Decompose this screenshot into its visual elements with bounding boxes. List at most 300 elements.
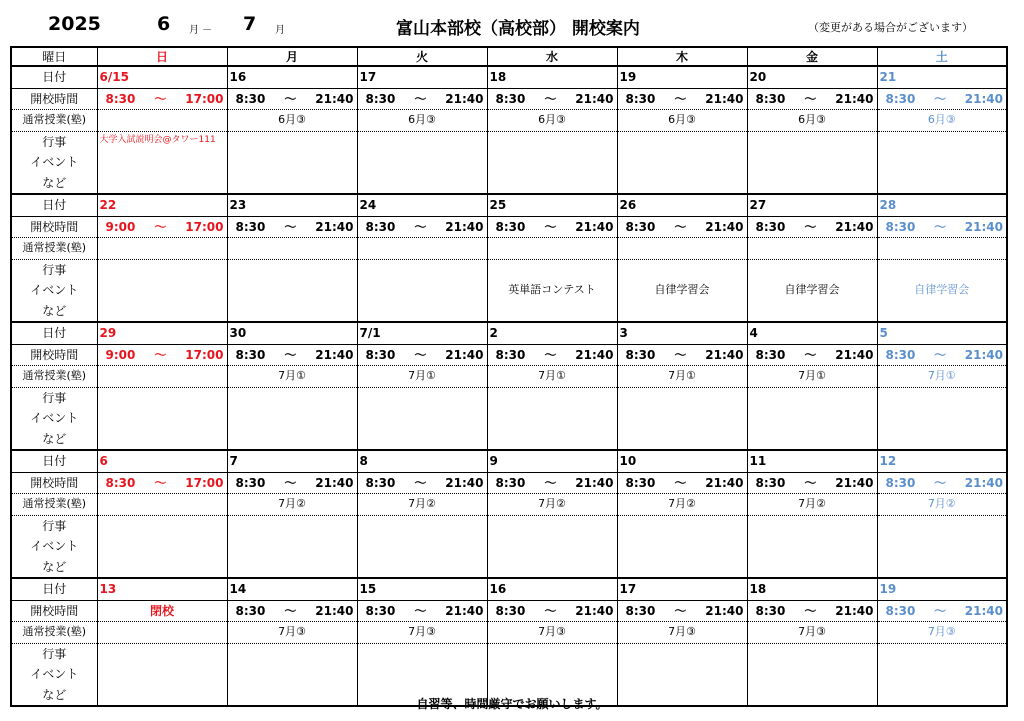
open-time: 8:30 <box>885 475 916 490</box>
label-lesson: 通常授業(塾) <box>11 366 97 388</box>
open-time: 8:30 <box>235 347 266 362</box>
label-event: など <box>11 429 97 451</box>
header-month-start-unit: 月 － <box>189 25 213 36</box>
hours-range <box>620 221 745 233</box>
label-date: 日付 <box>11 322 97 344</box>
tilde-separator: ～ <box>674 91 687 106</box>
date-cell: 17 <box>617 578 747 600</box>
lesson-cell: 6月③ <box>487 110 617 132</box>
hours-cell <box>97 600 227 622</box>
close-time: 21:40 <box>964 603 1003 618</box>
tilde-separator: ～ <box>414 603 427 618</box>
open-time: 8:30 <box>755 347 786 362</box>
open-time: 8:30 <box>235 475 266 490</box>
hours-range <box>490 605 615 617</box>
label-lesson: 通常授業(塾) <box>11 622 97 644</box>
tilde-separator: ～ <box>284 347 297 362</box>
hours-cell <box>487 472 617 494</box>
open-time: 8:30 <box>495 219 526 234</box>
close-time: 17:00 <box>185 347 224 362</box>
hours-cell <box>357 216 487 238</box>
open-time: 8:30 <box>885 91 916 106</box>
close-time: 21:40 <box>705 91 744 106</box>
lesson-cell: 6月③ <box>227 110 357 132</box>
hours-range <box>880 349 1005 361</box>
header-month-end: 7 <box>243 13 257 35</box>
hours-cell <box>227 88 357 110</box>
lesson-cell: 7月② <box>487 494 617 516</box>
event-cell <box>747 515 877 578</box>
lesson-cell: 6月③ <box>747 110 877 132</box>
event-cell: 英単語コンテスト <box>487 259 617 322</box>
event-cell <box>877 131 1007 194</box>
hours-cell <box>357 472 487 494</box>
hours-range <box>100 93 225 105</box>
close-time: 21:40 <box>835 91 874 106</box>
open-time: 8:30 <box>885 347 916 362</box>
open-time: 8:30 <box>365 603 396 618</box>
hours-cell <box>487 216 617 238</box>
date-row <box>11 66 1007 88</box>
label-lesson: 通常授業(塾) <box>11 110 97 132</box>
lesson-cell <box>617 238 747 260</box>
label-date: 日付 <box>11 450 97 472</box>
event-cell <box>357 259 487 322</box>
tilde-separator: ～ <box>544 475 557 490</box>
hours-range <box>880 221 1005 233</box>
lesson-cell: 7月① <box>747 366 877 388</box>
hours-cell <box>747 344 877 366</box>
hours-cell <box>97 344 227 366</box>
open-time: 8:30 <box>625 347 656 362</box>
open-time: 8:30 <box>365 475 396 490</box>
tilde-separator: ～ <box>544 603 557 618</box>
date-cell: 4 <box>747 322 877 344</box>
hours-range <box>230 477 355 489</box>
hours-range <box>100 349 225 361</box>
lesson-row <box>11 238 1007 260</box>
hours-cell <box>357 600 487 622</box>
event-cell <box>877 387 1007 450</box>
hours-cell <box>97 472 227 494</box>
lesson-cell: 7月③ <box>617 622 747 644</box>
open-time: 9:00 <box>105 219 136 234</box>
open-time: 8:30 <box>625 475 656 490</box>
label-date: 日付 <box>11 194 97 216</box>
header-note: （変更がある場合がございます） <box>808 21 973 34</box>
date-cell: 6/15 <box>97 66 227 88</box>
label-date: 日付 <box>11 578 97 600</box>
hours-cell <box>357 344 487 366</box>
event-row <box>11 259 1007 280</box>
hours-cell <box>487 88 617 110</box>
open-time: 8:30 <box>495 347 526 362</box>
date-cell: 16 <box>227 66 357 88</box>
open-time: 8:30 <box>885 219 916 234</box>
lesson-cell <box>227 238 357 260</box>
tilde-separator: ～ <box>414 91 427 106</box>
open-time: 8:30 <box>625 603 656 618</box>
close-time: 21:40 <box>835 603 874 618</box>
open-time: 8:30 <box>105 475 136 490</box>
label-event: 行事 <box>11 131 97 152</box>
hours-cell <box>747 88 877 110</box>
date-row <box>11 450 1007 472</box>
hours-range <box>230 93 355 105</box>
hours-row <box>11 216 1007 238</box>
tilde-separator: ～ <box>934 91 947 106</box>
hours-range <box>620 477 745 489</box>
date-cell: 13 <box>97 578 227 600</box>
tilde-separator: ～ <box>284 603 297 618</box>
lesson-row <box>11 366 1007 388</box>
event-row <box>11 643 1007 664</box>
label-event: 行事 <box>11 387 97 408</box>
date-cell: 25 <box>487 194 617 216</box>
close-time: 21:40 <box>964 475 1003 490</box>
lesson-cell: 7月① <box>357 366 487 388</box>
close-time: 21:40 <box>445 347 484 362</box>
label-event: イベント <box>11 408 97 429</box>
event-cell <box>487 387 617 450</box>
tilde-separator: ～ <box>544 91 557 106</box>
hours-range <box>490 349 615 361</box>
lesson-cell: 7月③ <box>357 622 487 644</box>
open-time: 8:30 <box>755 475 786 490</box>
hours-range <box>880 477 1005 489</box>
label-event: など <box>11 301 97 323</box>
lesson-cell: 7月② <box>617 494 747 516</box>
hours-cell <box>617 600 747 622</box>
hours-cell <box>617 344 747 366</box>
event-cell <box>227 515 357 578</box>
hours-cell <box>747 216 877 238</box>
hours-cell <box>747 472 877 494</box>
hours-range <box>620 349 745 361</box>
event-row <box>11 515 1007 536</box>
open-time: 8:30 <box>365 91 396 106</box>
open-time: 8:30 <box>235 603 266 618</box>
hours-range <box>880 605 1005 617</box>
lesson-row <box>11 110 1007 132</box>
event-cell <box>487 515 617 578</box>
close-time: 21:40 <box>835 347 874 362</box>
close-time: 21:40 <box>575 347 614 362</box>
date-cell: 6 <box>97 450 227 472</box>
date-cell: 12 <box>877 450 1007 472</box>
label-event: イベント <box>11 536 97 557</box>
date-cell: 20 <box>747 66 877 88</box>
hours-range <box>360 221 485 233</box>
date-cell: 27 <box>747 194 877 216</box>
event-cell: 自律学習会 <box>877 259 1007 322</box>
label-hours: 開校時間 <box>11 88 97 110</box>
lesson-cell <box>747 238 877 260</box>
open-time: 8:30 <box>235 91 266 106</box>
open-time: 8:30 <box>105 91 136 106</box>
date-row <box>11 578 1007 600</box>
tilde-separator: ～ <box>674 347 687 362</box>
tilde-separator: ～ <box>674 603 687 618</box>
event-cell: 自律学習会 <box>617 259 747 322</box>
lesson-cell: 7月② <box>747 494 877 516</box>
close-time: 21:40 <box>964 91 1003 106</box>
label-event: 行事 <box>11 643 97 664</box>
open-time: 8:30 <box>755 603 786 618</box>
hours-range <box>360 477 485 489</box>
hours-cell <box>617 88 747 110</box>
tilde-separator: ～ <box>934 347 947 362</box>
lesson-cell: 6月③ <box>877 110 1007 132</box>
lesson-cell: 7月③ <box>487 622 617 644</box>
event-cell <box>227 387 357 450</box>
event-cell <box>617 387 747 450</box>
hours-cell <box>617 216 747 238</box>
hours-range <box>750 93 875 105</box>
tilde-separator: ～ <box>544 347 557 362</box>
label-dow: 曜日 <box>11 47 97 66</box>
open-time: 8:30 <box>495 91 526 106</box>
date-cell: 21 <box>877 66 1007 88</box>
hours-range <box>230 349 355 361</box>
event-cell <box>617 515 747 578</box>
date-cell: 2 <box>487 322 617 344</box>
tilde-separator: ～ <box>804 219 817 234</box>
date-cell: 7/1 <box>357 322 487 344</box>
open-time: 8:30 <box>885 603 916 618</box>
event-cell <box>487 131 617 194</box>
close-time: 21:40 <box>835 219 874 234</box>
tilde-separator: ～ <box>154 91 167 106</box>
date-cell: 3 <box>617 322 747 344</box>
lesson-cell: 7月① <box>227 366 357 388</box>
close-time: 21:40 <box>705 603 744 618</box>
date-cell: 28 <box>877 194 1007 216</box>
hours-range <box>750 349 875 361</box>
lesson-cell <box>97 110 227 132</box>
tilde-separator: ～ <box>284 91 297 106</box>
hours-cell <box>227 600 357 622</box>
open-time: 8:30 <box>235 219 266 234</box>
date-cell: 18 <box>747 578 877 600</box>
weekday-4: 木 <box>617 47 747 66</box>
open-time: 9:00 <box>105 347 136 362</box>
tilde-separator: ～ <box>934 475 947 490</box>
hours-range <box>360 605 485 617</box>
lesson-cell <box>97 366 227 388</box>
date-row <box>11 194 1007 216</box>
weekday-5: 金 <box>747 47 877 66</box>
hours-cell <box>877 600 1007 622</box>
lesson-cell: 7月① <box>617 366 747 388</box>
header-month-start: 6 <box>157 13 171 35</box>
date-cell: 9 <box>487 450 617 472</box>
open-time: 8:30 <box>625 219 656 234</box>
close-time: 21:40 <box>445 475 484 490</box>
open-time: 8:30 <box>365 219 396 234</box>
hours-cell <box>357 88 487 110</box>
weekday-0: 日 <box>97 47 227 66</box>
label-event: 行事 <box>11 515 97 536</box>
event-cell <box>747 131 877 194</box>
tilde-separator: ～ <box>934 603 947 618</box>
close-time: 21:40 <box>315 603 354 618</box>
date-cell: 16 <box>487 578 617 600</box>
open-time: 8:30 <box>755 219 786 234</box>
hours-cell <box>227 216 357 238</box>
close-time: 21:40 <box>575 475 614 490</box>
label-hours: 開校時間 <box>11 216 97 238</box>
label-hours: 開校時間 <box>11 600 97 622</box>
tilde-separator: ～ <box>414 219 427 234</box>
weekday-2: 火 <box>357 47 487 66</box>
hours-range <box>230 221 355 233</box>
hours-range <box>230 605 355 617</box>
hours-row <box>11 600 1007 622</box>
hours-cell <box>227 344 357 366</box>
date-cell: 7 <box>227 450 357 472</box>
close-time: 21:40 <box>445 219 484 234</box>
label-event: など <box>11 557 97 579</box>
event-cell <box>877 515 1007 578</box>
date-cell: 11 <box>747 450 877 472</box>
hours-cell <box>227 472 357 494</box>
close-time: 21:40 <box>705 475 744 490</box>
event-cell <box>97 387 227 450</box>
lesson-cell <box>357 238 487 260</box>
hours-range <box>750 221 875 233</box>
hours-row <box>11 88 1007 110</box>
close-time: 21:40 <box>315 219 354 234</box>
weekday-6: 土 <box>877 47 1007 66</box>
lesson-cell: 7月③ <box>227 622 357 644</box>
close-time: 21:40 <box>575 91 614 106</box>
hours-range <box>880 93 1005 105</box>
event-row <box>11 387 1007 408</box>
label-hours: 開校時間 <box>11 472 97 494</box>
hours-range <box>620 93 745 105</box>
date-cell: 14 <box>227 578 357 600</box>
date-cell: 17 <box>357 66 487 88</box>
date-cell: 5 <box>877 322 1007 344</box>
label-date: 日付 <box>11 66 97 88</box>
date-cell: 29 <box>97 322 227 344</box>
event-cell <box>617 131 747 194</box>
event-row <box>11 131 1007 152</box>
close-time: 21:40 <box>575 219 614 234</box>
hours-cell <box>877 472 1007 494</box>
hours-cell <box>747 600 877 622</box>
date-cell: 10 <box>617 450 747 472</box>
hours-cell <box>877 216 1007 238</box>
lesson-cell: 7月② <box>227 494 357 516</box>
label-event: など <box>11 685 97 707</box>
tilde-separator: ～ <box>674 219 687 234</box>
tilde-separator: ～ <box>674 475 687 490</box>
event-cell: 大学入試説明会@タワー111 <box>97 131 227 194</box>
closed-label: 閉校 <box>149 603 174 618</box>
tilde-separator: ～ <box>934 219 947 234</box>
close-time: 21:40 <box>835 475 874 490</box>
lesson-cell: 7月① <box>487 366 617 388</box>
open-time: 8:30 <box>495 475 526 490</box>
schedule-table <box>10 46 1008 707</box>
label-event: イベント <box>11 152 97 173</box>
close-time: 21:40 <box>315 91 354 106</box>
tilde-separator: ～ <box>804 603 817 618</box>
open-time: 8:30 <box>365 347 396 362</box>
tilde-separator: ～ <box>414 475 427 490</box>
hours-row <box>11 344 1007 366</box>
tilde-separator: ～ <box>804 91 817 106</box>
tilde-separator: ～ <box>284 219 297 234</box>
lesson-cell <box>487 238 617 260</box>
close-time: 21:40 <box>575 603 614 618</box>
hours-range <box>750 605 875 617</box>
event-cell <box>357 515 487 578</box>
tilde-separator: ～ <box>804 347 817 362</box>
lesson-cell: 6月③ <box>617 110 747 132</box>
lesson-cell <box>97 494 227 516</box>
hours-range <box>750 477 875 489</box>
date-cell: 15 <box>357 578 487 600</box>
hours-range <box>490 477 615 489</box>
close-time: 17:00 <box>185 475 224 490</box>
tilde-separator: ～ <box>804 475 817 490</box>
date-cell: 23 <box>227 194 357 216</box>
hours-cell <box>617 472 747 494</box>
hours-range <box>360 349 485 361</box>
date-cell: 18 <box>487 66 617 88</box>
page-title: 富山本部校（高校部） 開校案内 <box>396 19 640 39</box>
hours-range <box>490 93 615 105</box>
lesson-cell <box>97 622 227 644</box>
weekday-header-row <box>11 47 1007 66</box>
hours-cell <box>97 88 227 110</box>
tilde-separator: ～ <box>284 475 297 490</box>
weekday-3: 水 <box>487 47 617 66</box>
hours-cell <box>487 344 617 366</box>
label-lesson: 通常授業(塾) <box>11 238 97 260</box>
close-time: 21:40 <box>964 347 1003 362</box>
label-event: 行事 <box>11 259 97 280</box>
event-cell <box>227 259 357 322</box>
hours-cell <box>877 344 1007 366</box>
event-cell <box>97 515 227 578</box>
lesson-cell <box>877 238 1007 260</box>
label-lesson: 通常授業(塾) <box>11 494 97 516</box>
date-cell: 30 <box>227 322 357 344</box>
date-cell: 24 <box>357 194 487 216</box>
open-time: 8:30 <box>755 91 786 106</box>
tilde-separator: ～ <box>154 347 167 362</box>
close-time: 21:40 <box>964 219 1003 234</box>
tilde-separator: ～ <box>154 219 167 234</box>
lesson-cell: 6月③ <box>357 110 487 132</box>
event-cell <box>357 131 487 194</box>
tilde-separator: ～ <box>544 219 557 234</box>
footer-note: 自習等、時間厳守でお願いします。 <box>416 697 608 711</box>
lesson-cell: 7月② <box>877 494 1007 516</box>
date-cell: 22 <box>97 194 227 216</box>
close-time: 17:00 <box>185 219 224 234</box>
hours-cell <box>487 600 617 622</box>
date-cell: 8 <box>357 450 487 472</box>
hours-cell <box>97 216 227 238</box>
event-cell <box>97 259 227 322</box>
label-event: など <box>11 173 97 195</box>
date-row <box>11 322 1007 344</box>
